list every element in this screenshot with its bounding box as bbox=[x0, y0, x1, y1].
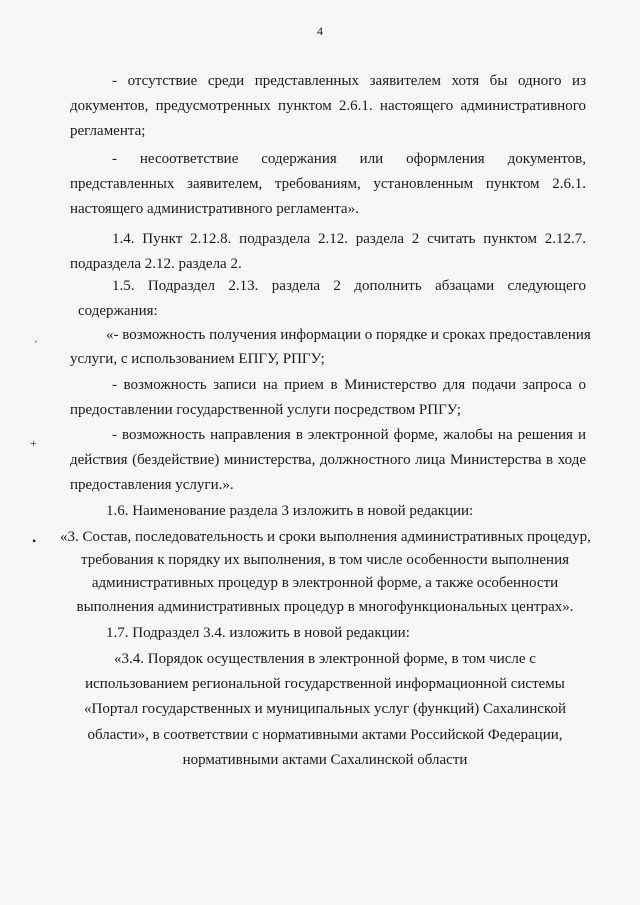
text-line: подраздела 2.12. раздела 2. bbox=[70, 256, 242, 272]
text-line: 1.6. Наименование раздела 3 изложить в новой редакции: bbox=[106, 503, 474, 519]
text-line: - возможность записи на прием в Министерство для подачи запроса о bbox=[112, 377, 586, 393]
text-line: области», в соответствии с нормативными актами Российской Федерации, bbox=[87, 727, 563, 743]
text-line: предоставлении государственной услуги посредством РПГУ; bbox=[70, 402, 461, 418]
text-line: регламента; bbox=[70, 123, 146, 139]
scan-mark: ʿ bbox=[34, 338, 38, 352]
text-line: использованием региональной государственной информационной системы bbox=[85, 676, 565, 692]
scan-mark: + bbox=[30, 436, 37, 450]
text-line: - возможность направления в электронной форме, жалобы на решения и bbox=[112, 427, 586, 443]
text-line: требования к порядку их выполнения, в том числе особенности выполнения bbox=[80, 552, 569, 568]
text-line: административных процедур в электронной форме, а также особенности bbox=[91, 575, 559, 591]
text-line: - отсутствие среди представленных заявителем хотя бы одного из bbox=[112, 73, 586, 89]
text-line: настоящего административного регламента». bbox=[70, 201, 359, 217]
text-line: предоставления услуги.». bbox=[70, 477, 234, 493]
text-line: нормативными актами Сахалинской области bbox=[182, 752, 468, 768]
text-line: представленных заявителем, требованиям, установленным пунктом 2.6.1. bbox=[70, 176, 586, 192]
text-line: «3. Состав, последовательность и сроки выполнения административных процедур, bbox=[60, 529, 591, 545]
text-line: услуги, с использованием ЕПГУ, РПГУ; bbox=[70, 351, 325, 367]
text-line: «- возможность получения информации о порядке и сроках предоставления bbox=[106, 327, 591, 343]
text-line: - несоответствие содержания или оформления документов, bbox=[112, 151, 586, 167]
text-line: документов, предусмотренных пунктом 2.6.1. настоящего административного bbox=[70, 98, 586, 114]
text-line: содержания: bbox=[78, 303, 158, 319]
text-line: «Портал государственных и муниципальных услуг (функций) Сахалинской bbox=[83, 701, 566, 717]
text-line: выполнения административных процедур в многофункциональных центрах». bbox=[76, 599, 574, 615]
page-number: 4 bbox=[317, 24, 323, 38]
scan-mark: • bbox=[32, 534, 37, 548]
text-line: 1.7. Подраздел 3.4. изложить в новой редакции: bbox=[106, 625, 410, 641]
text-line: «3.4. Порядок осуществления в электронной форме, в том числе с bbox=[114, 651, 536, 667]
text-line: 1.5. Подраздел 2.13. раздела 2 дополнить абзацами следующего bbox=[112, 278, 586, 294]
text-line: действия (бездействие) министерства, должностного лица Министерства в ходе bbox=[70, 452, 586, 468]
text-line: 1.4. Пункт 2.12.8. подраздела 2.12. раздела 2 считать пунктом 2.12.7. bbox=[112, 231, 586, 247]
